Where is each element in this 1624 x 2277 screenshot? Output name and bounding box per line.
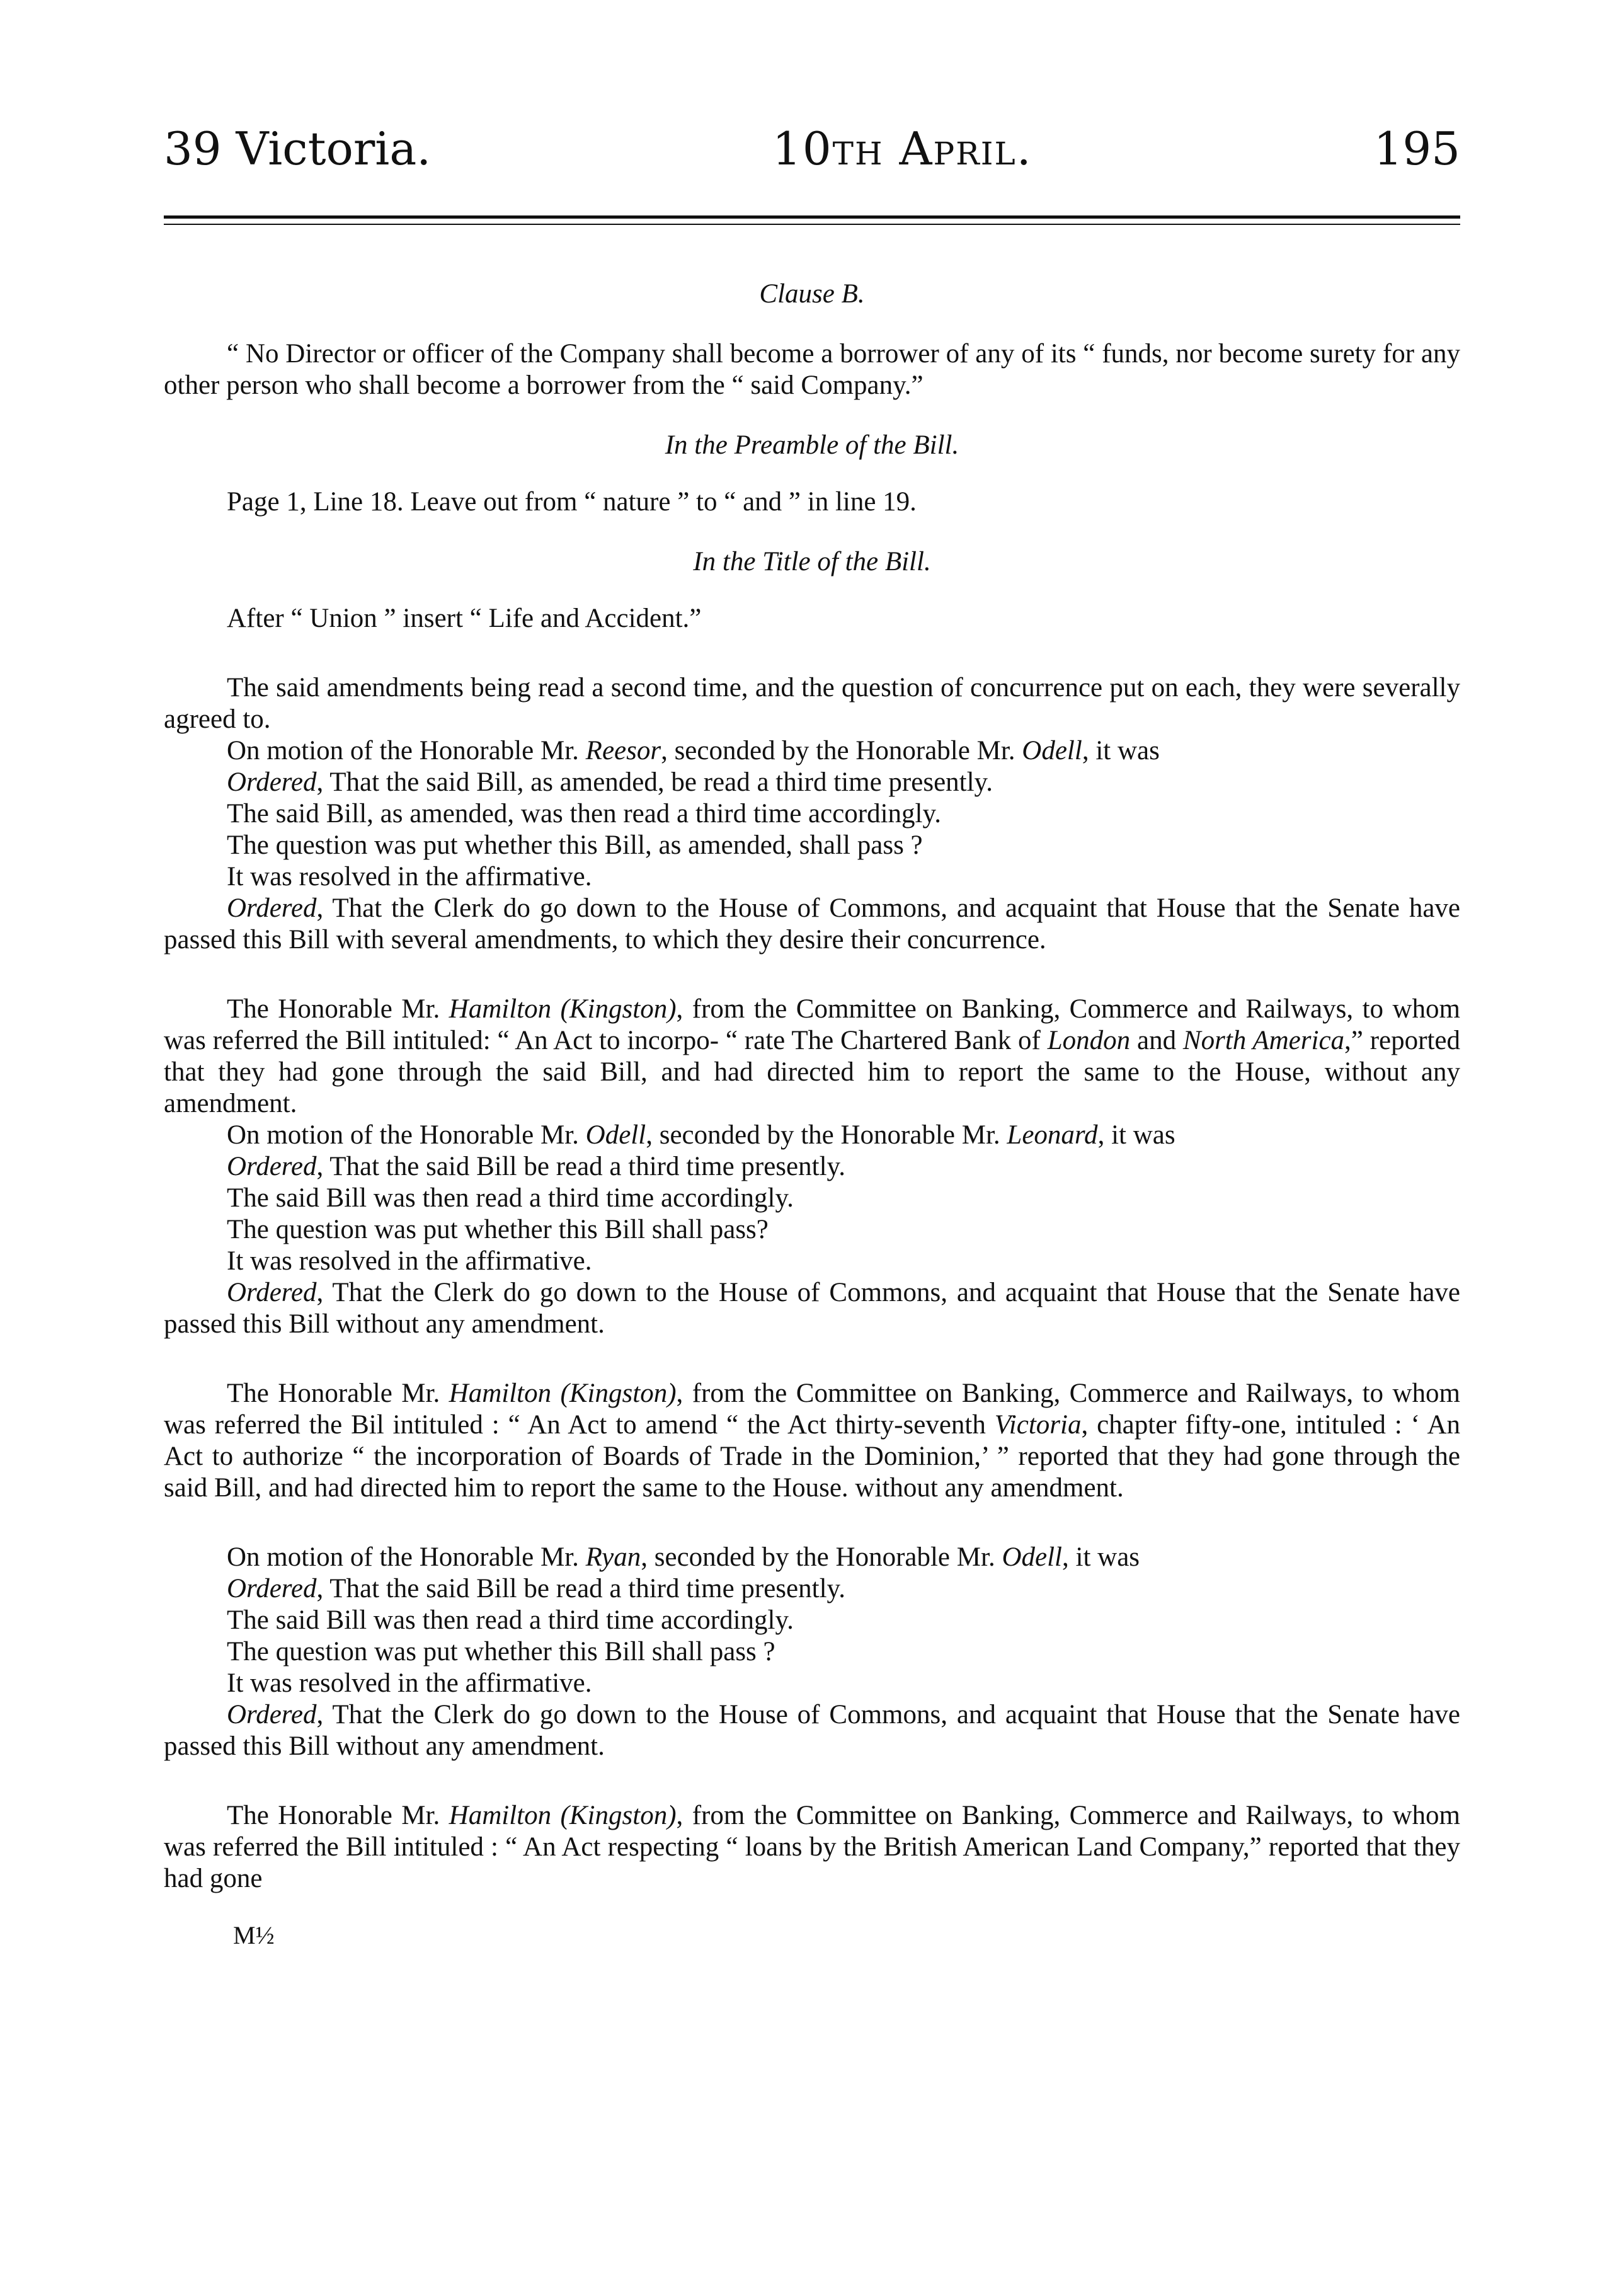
clause-b-text: “ No Director or officer of the Company shall become a borrower of any of its “ funds, nor become surety for any other person who shall become a borrower from the “ said Company.” xyxy=(164,339,1460,400)
page-number: 195 xyxy=(1373,122,1460,175)
order-line: Ordered, That the said Bill, as amended, be read a third time presently. xyxy=(227,767,993,797)
signature-mark: M½ xyxy=(233,1921,275,1949)
journal-body xyxy=(164,278,1460,1951)
order-line: Ordered, That the said Bill be read a third time presently. xyxy=(227,1152,845,1181)
question-line: The question was put whether this Bill shall pass? xyxy=(227,1215,769,1244)
question-line: The question was put whether this Bill shall pass ? xyxy=(227,1637,775,1666)
motion-paragraph: On motion of the Honorable Mr. Ryan, seconded by the Honorable Mr. Odell, it was xyxy=(227,1542,1140,1572)
title-amendment: After “ Union ” insert “ Life and Accident.” xyxy=(227,604,702,633)
preamble-amendment: Page 1, Line 18. Leave out from “ nature ” to “ and ” in line 19. xyxy=(227,487,917,517)
title-caption: In the Title of the Bill. xyxy=(693,547,931,576)
reading-line: The said Bill, as amended, was then read a third time accordingly. xyxy=(227,799,941,829)
clause-b-caption: Clause B. xyxy=(759,279,865,309)
question-line: The question was put whether this Bill, as amended, shall pass ? xyxy=(227,830,923,860)
header-date: 10th April. xyxy=(772,122,1032,175)
header-rule xyxy=(164,215,1460,225)
order-paragraph: Ordered, That the Clerk do go down to the House of Commons, and acquaint that House that the Senate have passed this Bill without any amendment. xyxy=(164,1700,1460,1761)
committee-report: The Honorable Mr. Hamilton (Kingston), from the Committee on Banking, Commerce and Railways, to whom was referred the Bil intituled : “ An Act to amend “ the Act thirty-seventh Victoria, chapter fifty-one, intituled : ‘ An Act to authorize “ the incorporation of Boards of Trade in the Dominion,’ ” reported that they had gone through the said Bill, and had directed him to report the same to the House. without any amendment. xyxy=(164,1379,1460,1503)
running-header xyxy=(164,122,1460,175)
amendments-concurrence: The said amendments being read a second time, and the question of concurrence put on each, they were severally agreed to. xyxy=(164,673,1460,734)
committee-report: The Honorable Mr. Hamilton (Kingston), from the Committee on Banking, Commerce and Railways, to whom was referred the Bill intituled: “ An Act to incorpo- “ rate The Chartered Bank of London and North America,” reported that they had gone through the said Bill, and had directed him to report the same to the House, without any amendment. xyxy=(164,994,1460,1118)
resolution-line: It was resolved in the affirmative. xyxy=(227,1668,592,1698)
committee-report: The Honorable Mr. Hamilton (Kingston), from the Committee on Banking, Commerce and Railways, to whom was referred the Bill intituled : “ An Act respecting “ loans by the British American Land Company,” reported that they had gone xyxy=(164,1801,1460,1893)
order-paragraph: Ordered, That the Clerk do go down to the House of Commons, and acquaint that House that the Senate have passed this Bill with several amendments, to which they desire their concurrence. xyxy=(164,893,1460,955)
header-regnal-year: 39 Victoria. xyxy=(164,122,432,175)
order-paragraph: Ordered, That the Clerk do go down to the House of Commons, and acquaint that House that the Senate have passed this Bill without any amendment. xyxy=(164,1278,1460,1339)
resolution-line: It was resolved in the affirmative. xyxy=(227,1246,592,1276)
reading-line: The said Bill was then read a third time accordingly. xyxy=(227,1183,794,1213)
reading-line: The said Bill was then read a third time accordingly. xyxy=(227,1605,794,1635)
resolution-line: It was resolved in the affirmative. xyxy=(227,862,592,892)
motion-paragraph: On motion of the Honorable Mr. Reesor, seconded by the Honorable Mr. Odell, it was xyxy=(227,736,1160,766)
order-line: Ordered, That the said Bill be read a third time presently. xyxy=(227,1574,845,1603)
motion-paragraph: On motion of the Honorable Mr. Odell, seconded by the Honorable Mr. Leonard, it was xyxy=(227,1120,1175,1150)
preamble-caption: In the Preamble of the Bill. xyxy=(665,430,959,460)
